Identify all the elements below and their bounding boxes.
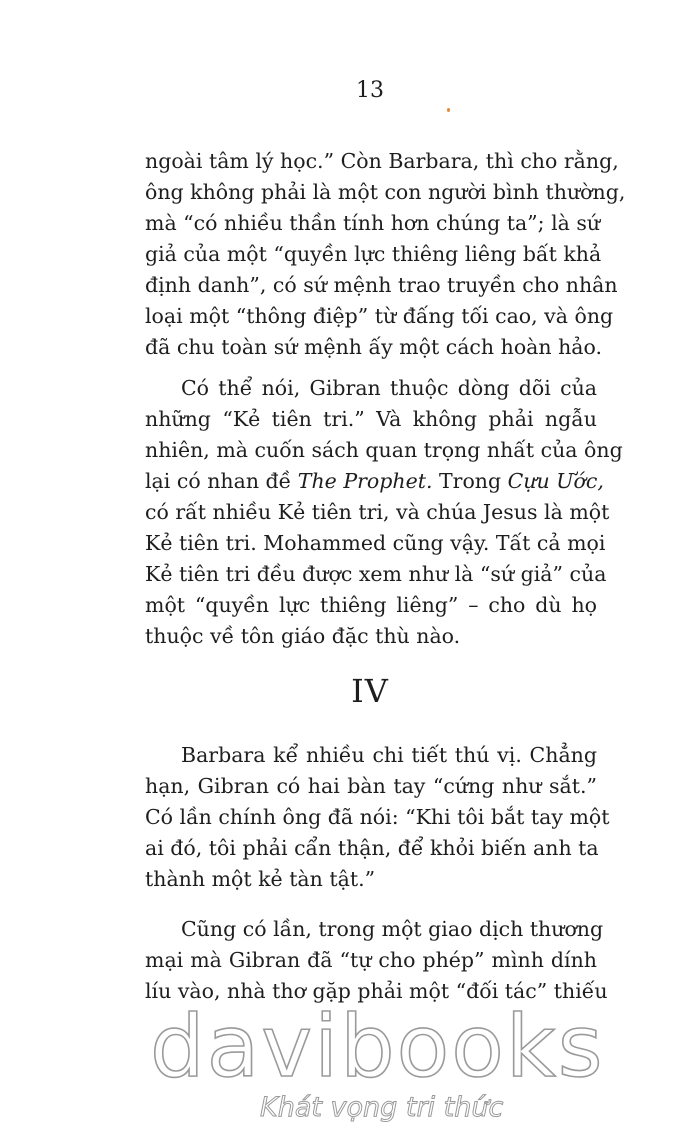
page-number: 13: [356, 78, 384, 103]
text-line: nhiên, mà cuốn sách quan trọng nhất của ông: [145, 438, 623, 462]
paragraph-4: [145, 914, 608, 1007]
text-line-with-titles: [145, 466, 604, 497]
text-line: ngoài tâm lý học.” Còn Barbara, thì cho rằng,: [145, 149, 619, 173]
print-speck: [447, 108, 450, 112]
text-line: một “quyền lực thiêng liêng” – cho dù họ: [145, 593, 597, 617]
text-line: Có lần chính ông đã nói: “Khi tôi bắt tay một: [145, 805, 610, 829]
section-heading: IV: [351, 672, 389, 710]
text-line: có rất nhiều Kẻ tiên tri, và chúa Jesus là một: [145, 500, 610, 524]
text-line: ông không phải là một con người bình thường,: [145, 180, 626, 204]
text-line: Cũng có lần, trong một giao dịch thương: [181, 917, 604, 941]
text-line: Kẻ tiên tri đều được xem như là “sứ giả” của: [145, 562, 607, 586]
publisher-watermark: [150, 997, 605, 1123]
text-line: thành một kẻ tàn tật.”: [145, 867, 376, 891]
paragraph-1: [145, 146, 626, 363]
text-line: Barbara kể nhiều chi tiết thú vị. Chẳng: [181, 743, 597, 767]
text-line: líu vào, nhà thơ gặp phải một “đối tác” thiếu: [145, 979, 608, 1003]
text-fragment: Trong: [432, 469, 508, 493]
paragraph-3: [145, 740, 610, 895]
text-line: hạn, Gibran có hai bàn tay “cứng như sắt.”: [145, 774, 597, 798]
text-line: định danh”, có sứ mệnh trao truyền cho nhân: [145, 273, 618, 297]
text-line: ai đó, tôi phải cẩn thận, để khỏi biến anh ta: [145, 836, 599, 860]
text-line: Có thể nói, Gibran thuộc dòng dõi của: [181, 376, 597, 400]
text-line: giả của một “quyền lực thiêng liêng bất khả: [145, 242, 602, 266]
text-line: đã chu toàn sứ mệnh ấy một cách hoàn hảo.: [145, 335, 603, 359]
text-line: Kẻ tiên tri. Mohammed cũng vậy. Tất cả mọi: [145, 531, 606, 555]
watermark-logo: davibooks: [150, 997, 605, 1097]
watermark-slogan: Khát vọng tri thức: [260, 1092, 504, 1123]
text-line: thuộc về tôn giáo đặc thù nào.: [145, 624, 461, 648]
text-line: loại một “thông điệp” từ đấng tối cao, và ông: [145, 304, 614, 328]
text-line: mà “có nhiều thần tính hơn chúng ta”; là sứ: [145, 211, 601, 235]
book-title: The Prophet.: [297, 469, 433, 493]
text-line: mại mà Gibran đã “tự cho phép” mình dính: [145, 948, 597, 972]
text-fragment: lại có nhan đề: [145, 469, 298, 493]
text-line: những “Kẻ tiên tri.” Và không phải ngẫu: [145, 407, 597, 431]
book-title: Cựu Ước,: [507, 469, 604, 493]
paragraph-2: [145, 373, 623, 652]
